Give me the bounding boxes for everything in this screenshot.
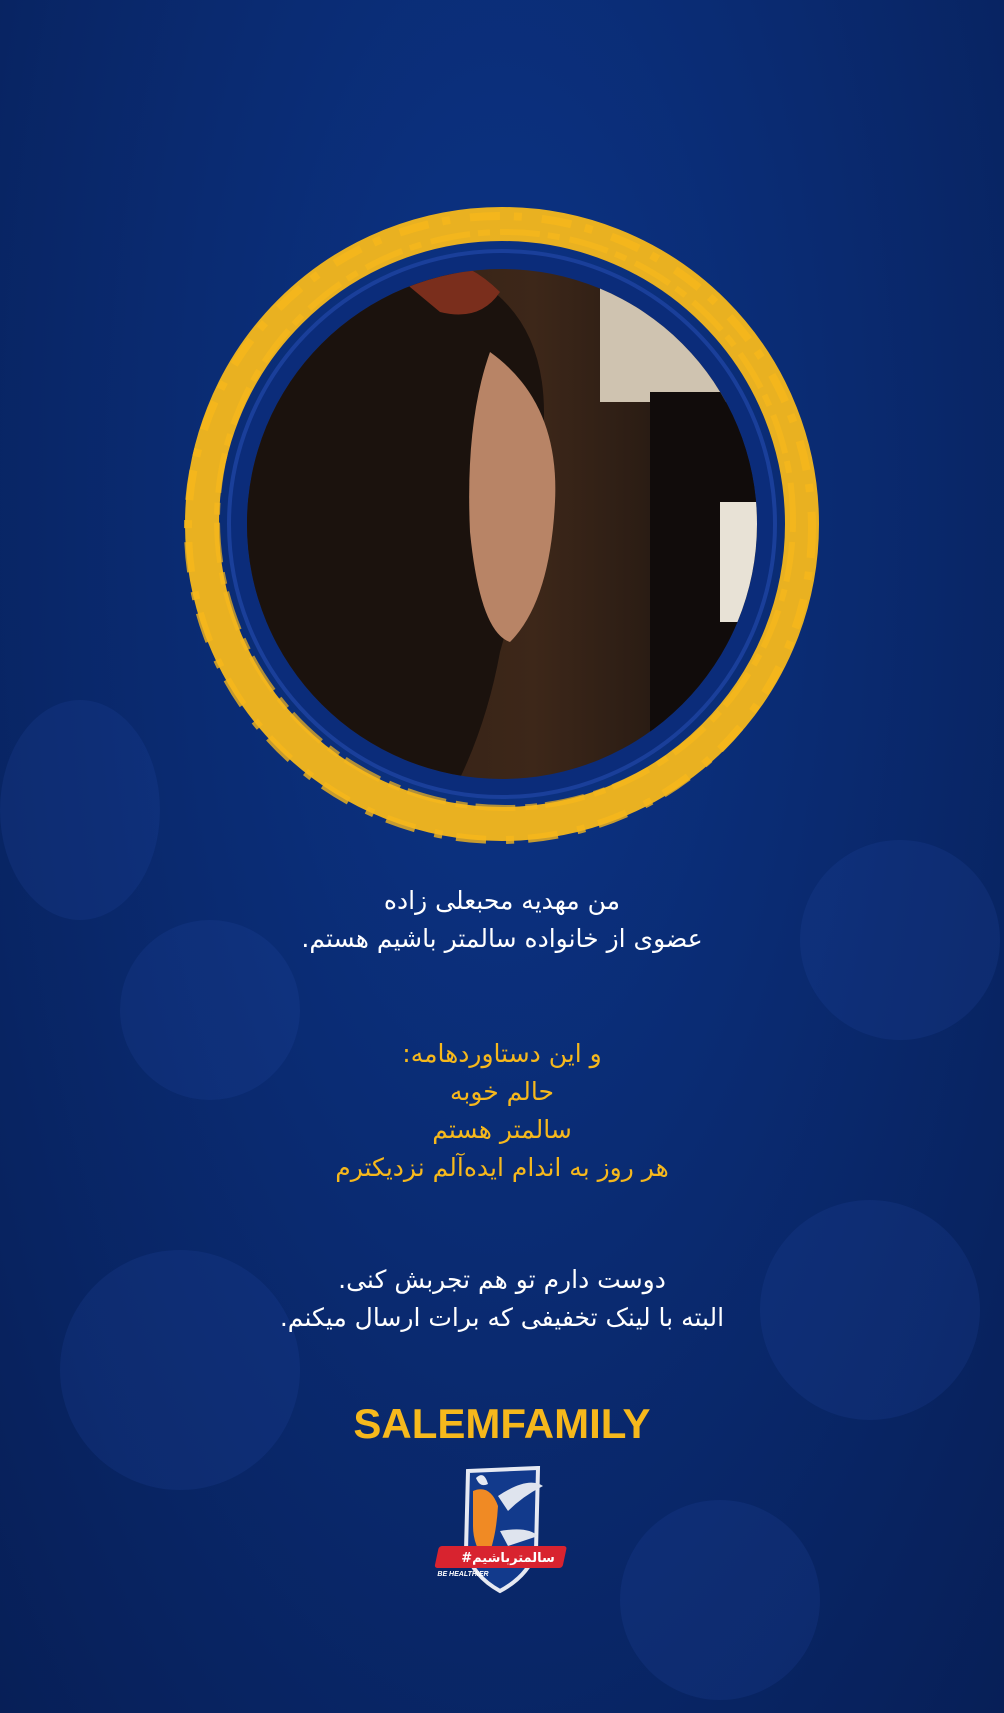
discount-line: البته با لینک تخفیفی که برات ارسال میکنم. bbox=[279, 1303, 725, 1332]
be-healthier-logo bbox=[428, 1466, 578, 1596]
discount-code: SALEMFAMILY bbox=[353, 1400, 651, 1447]
bokeh bbox=[620, 1500, 820, 1700]
profile-photo-frame bbox=[180, 202, 824, 846]
membership-line: عضوی از خانواده سالمتر باشیم هستم. bbox=[301, 924, 703, 953]
achievement-item: هر روز به اندام ایده‌آلم نزدیکترم bbox=[335, 1153, 669, 1182]
achievements-heading: و این دستاوردهامه: bbox=[402, 1039, 602, 1068]
logo-text: #سالمترباشیم bbox=[461, 1551, 555, 1566]
intro-text bbox=[0, 882, 1004, 958]
achievements-list bbox=[0, 1035, 1004, 1187]
logo-subtext: BE HEALTHIER bbox=[437, 1571, 489, 1578]
achievement-item: حالم خوبه bbox=[449, 1077, 554, 1106]
achievement-item: سالمتر هستم bbox=[432, 1115, 572, 1144]
invite-text bbox=[0, 1261, 1004, 1337]
member-name-line: من مهدیه محبعلی زاده bbox=[383, 886, 621, 915]
invite-line: دوست دارم تو هم تجربش کنی. bbox=[338, 1265, 666, 1294]
